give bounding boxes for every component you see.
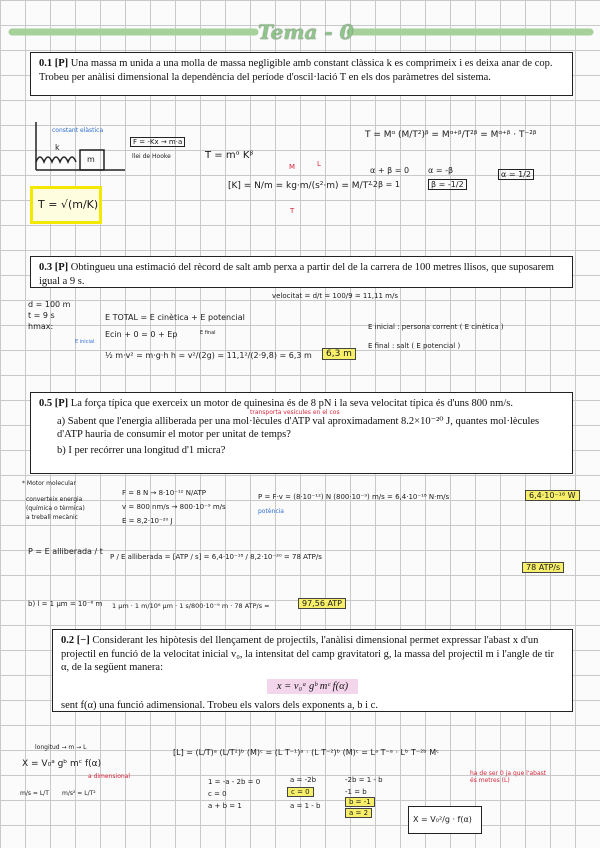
hooke-note: llei de Hooke [132, 153, 171, 160]
problem-formula: x = v₀ᵃ gᵇ mᶜ f(α) [267, 679, 358, 694]
question-a: a) Sabent que l'energia alliberada per una mol·lècules d'ATP val aproximadament 8.2×10⁻²⁰ J, quantes mol·lècules d'ATP hauria de consumir el motor per unitat de temps? [57, 415, 540, 441]
atp-length-calc: 1 μm · 1 m/10⁶ μm · 1 s/800·10⁻⁹ m · 78 ATP/s = [112, 602, 270, 610]
height-formula: ½ m·v² = m·g·h h = v²/(2g) = 11,1²/(2·9,8) = 6,3 m [105, 351, 312, 360]
velocity-dim: m/s = L/T [20, 790, 49, 797]
problem-0-1 [30, 52, 573, 96]
motor-note-4: a treball mecànic [26, 514, 78, 521]
hooke-force: F = -Kx → m·a [130, 138, 185, 146]
substitution: -2b = 1 - b [345, 776, 383, 784]
distance: d = 100 m [28, 300, 71, 309]
motor-note-1: * Motor molecular [22, 480, 76, 487]
hmax: hmax: [28, 322, 54, 331]
system-eq-2: -2β = 1 [370, 180, 400, 189]
a-result: a = 2 [345, 809, 372, 817]
power-note: potència [258, 508, 284, 515]
b-result: b = -1 [345, 798, 375, 806]
range-equation: X = V₀ᵃ gᵇ mᶜ f(α) [22, 759, 102, 769]
result-box-0-1 [30, 186, 102, 224]
energy-value: E = 8,2·10⁻²⁰ J [122, 517, 173, 525]
power-result: 6,4·10⁻¹⁸ W [525, 491, 580, 500]
dim-equation-0-1: T = Mᵅ (M/T²)ᵝ = Mᵅ⁺ᵝ/T²ᵝ = Mᵅ⁺ᵝ · T⁻²ᵝ [365, 130, 537, 140]
dimensional-line: [L] = (L/T)ᵃ (L/T²)ᵇ (M)ᶜ = (L T⁻¹)ᵃ · (L T⁻²)ᵇ (M)ᶜ = Lᵃ T⁻ᵃ · Lᵇ T⁻²ᵇ Mᶜ [173, 748, 440, 757]
time: t = 9 s [28, 311, 55, 320]
power-definition: P = E alliberada / t [28, 547, 103, 556]
initial-note: E inicial [75, 339, 95, 345]
height-answer: 6,3 m [322, 349, 356, 359]
red-m: M [289, 163, 296, 171]
velocity: velocitat = d/t = 100/9 = 11,11 m/s [272, 292, 399, 300]
a-relation: a = 1 - b [290, 802, 321, 810]
title-bar [0, 0, 600, 50]
final-note: E final [200, 330, 216, 336]
system-0-2-eq3: a + b = 1 [208, 802, 242, 810]
problem-label: 0.5 [P] [39, 398, 69, 409]
problem-text: Obtingueu una estimació del rècord de salt amb perxa a partir del de la carrera de 100 metres llisos, que suposarem igual a 9 s. [39, 262, 554, 287]
problem-label: 0.3 [P] [39, 262, 69, 273]
energy-total: E TOTAL = E cinètica + E potencial [105, 313, 245, 322]
atp-length-answer: 97,56 ATP [298, 599, 346, 608]
red-l: L [317, 160, 321, 168]
exponent-note: ha de ser 0 ja que l'abast és metres (L) [470, 770, 547, 784]
initial-energy: E inicial : persona corrent ( E cinètica ) [368, 323, 504, 331]
problem-label: 0.1 [P] [39, 58, 69, 69]
spring-label: constant elàstica [52, 127, 104, 134]
force-value: F = 8 N → 8·10⁻¹² N/ATP [122, 489, 207, 497]
problem-text: Una massa m unida a una molla de massa negligible amb constant clàssica k es comprimeix i es deixa anar de cop. Trobeu per anàlisi dimensional la dependència del període d'oscil·lació T en els dos paràmetres del sistema. [39, 58, 553, 83]
motor-note-3: (química o tèrmica) [26, 505, 85, 512]
length-note: longitud → m → L [35, 744, 87, 751]
c-result: c = 0 [287, 788, 314, 796]
final-energy: E final : salt ( E potencial ) [368, 342, 461, 350]
system-0-2-eq2: c = 0 [208, 790, 227, 798]
problem-0-2 [52, 629, 573, 712]
problem-0-3 [30, 256, 573, 288]
atp-rate-calc: P / E alliberada = [ATP / s] = 6,4·10⁻¹⁸ / 8,2·10⁻²⁰ = 78 ATP/s [110, 553, 322, 561]
final-formula: X = V₀²/g · f(α) [413, 815, 472, 824]
a-from-b: a = -2b [290, 776, 317, 784]
final-result-box [408, 806, 482, 834]
result-formula: T = √(m/K) [38, 198, 99, 211]
energy-balance: Ecin + 0 = 0 + Ep [105, 330, 178, 339]
power-calc: P = F·v = (8·10⁻¹²) N (800·10⁻⁹) m/s = 6,4·10⁻¹⁸ N·m/s [258, 493, 450, 501]
problem-0-5 [30, 392, 573, 474]
problem-label: 0.2 [−] [61, 635, 90, 646]
power-law: T = mᵅ Kᵝ [205, 150, 254, 161]
gravity-dim: m/s² = L/T² [62, 790, 96, 797]
velocity-value: v = 800 nm/s → 800·10⁻⁹ m/s [122, 503, 226, 511]
system-eq-1: α + β = 0 [370, 166, 410, 175]
adimensional-note: a dimensional [88, 773, 131, 780]
system-0-2-eq1: 1 = -a - 2b = 0 [208, 778, 261, 786]
system-eq-3: α = -β [428, 166, 454, 175]
b-solve: -1 = b [345, 788, 367, 796]
m-label: m [87, 155, 95, 164]
atp-rate-answer: 78 ATP/s [522, 563, 564, 572]
motor-note-2: converteix energia [26, 496, 83, 503]
problem-text: Considerant les hipòtesis del llençament de projectils, l'anàlisi dimensional permet expressar l'abast x d'un projectil en funció de la velocitat inicial v₀, la intensitat del camp gravitatori g, la massa del projectil m i l'angle de tir α, de la següent manera: [61, 635, 555, 674]
page-title: Tema - 0 [258, 20, 354, 44]
red-t: T [290, 207, 295, 215]
dims-k: [K] = N/m = kg·m/(s²·m) = M/T² [228, 181, 372, 191]
question-b: b) I per recórrer una longitud d'1 micra? [57, 444, 226, 456]
system-eq-5: α = 1/2 [498, 170, 534, 179]
problem-text: La força típica que exerceix un motor de quinesina és de 8 pN i la seva velocitat típica és d'uns 800 nm/s. [70, 398, 513, 409]
system-eq-4: β = -1/2 [428, 180, 467, 189]
kinesin-annotation: transporta vesícules en el cos [250, 409, 340, 416]
k-label: k [55, 143, 60, 152]
length-b: b) l = 1 μm = 10⁻⁶ m [28, 600, 103, 608]
problem-after: sent f(α) una funció adimensional. Trobeu els valors dels exponents a, b i c. [61, 699, 378, 711]
